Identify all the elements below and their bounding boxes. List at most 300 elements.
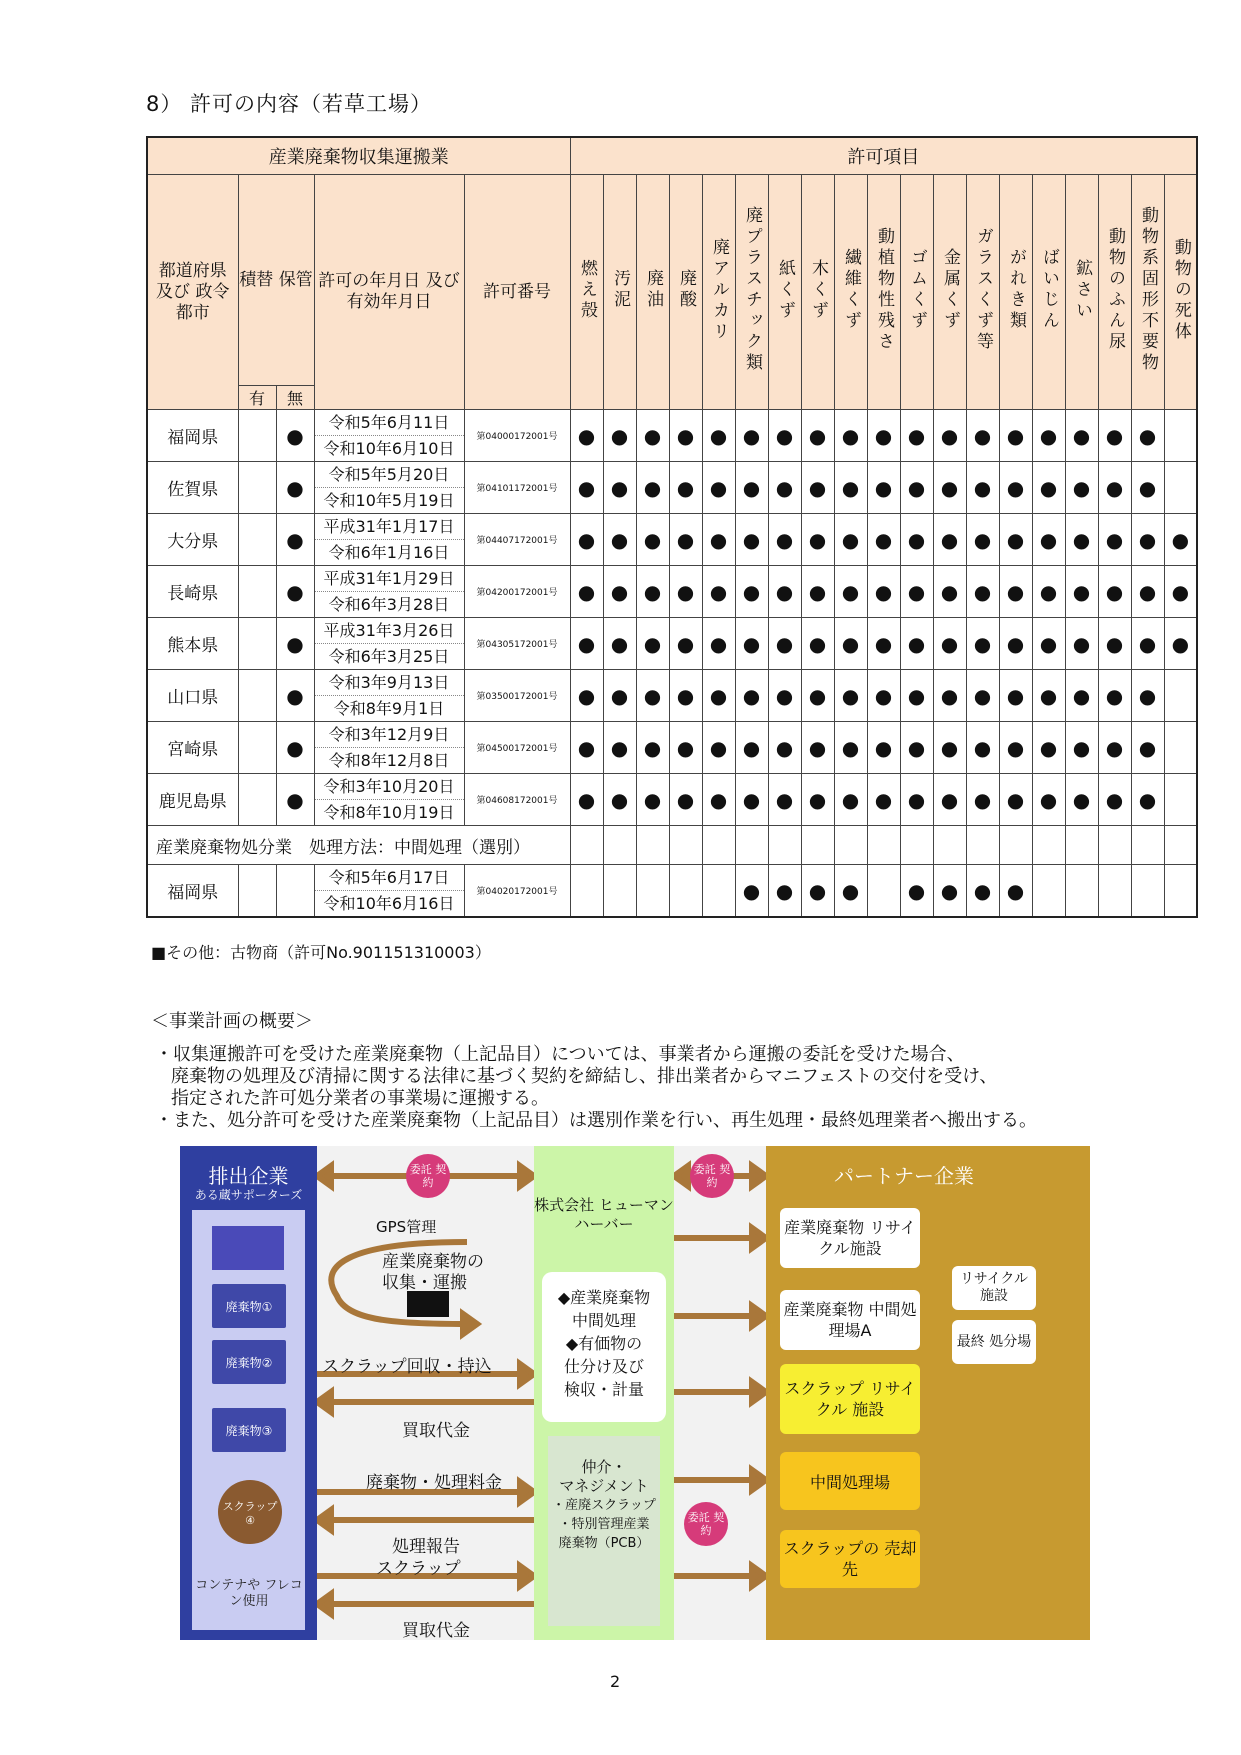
item-mark-cell: ●: [1065, 514, 1098, 566]
expiry-date: 令和6年3月25日: [328, 647, 450, 666]
item-mark-cell: ●: [636, 774, 669, 826]
date-cell: [314, 462, 464, 514]
permit-number-cell: 第03500172001号: [464, 670, 570, 722]
item-mark-cell: ●: [702, 566, 735, 618]
other-permit: ■その他：古物商（許可No.901151310003）: [151, 943, 491, 962]
permit-date: 令和5年6月17日: [315, 865, 464, 891]
item-mark-cell: ●: [669, 566, 702, 618]
item-mark-cell: ●: [1032, 566, 1065, 618]
purchase2-label: 買取代金: [402, 1621, 470, 1640]
company-column: [534, 1146, 674, 1640]
item-mark-cell: ●: [1032, 514, 1065, 566]
item-mark-cell: ●: [966, 722, 999, 774]
item-mark-cell: ●: [636, 514, 669, 566]
expiry-date: 令和10年6月16日: [323, 894, 455, 913]
item-mark-cell: ●: [933, 670, 966, 722]
item-mark-cell: ●: [834, 410, 867, 462]
item-mark-cell: [1164, 410, 1197, 462]
partner-midplant: 中間処理場: [780, 1452, 920, 1510]
partner-mid: 産業廃棄物 中間処理場A: [780, 1290, 920, 1350]
item-mark-cell: [702, 826, 735, 865]
storage-no-cell: ●: [276, 670, 314, 722]
mid-line: ◆産業廃棄物: [557, 1288, 651, 1307]
item-mark-cell: ●: [999, 462, 1032, 514]
item-mark-cell: ●: [735, 722, 768, 774]
partner-sale: スクラップの 売却先: [780, 1530, 920, 1588]
item-mark-cell: ●: [768, 410, 801, 462]
storage-no-cell: ●: [276, 514, 314, 566]
item-mark-cell: ●: [669, 722, 702, 774]
item-mark-cell: ●: [603, 618, 636, 670]
expiry-date: 令和8年9月1日: [333, 699, 445, 718]
item-mark-cell: ●: [1098, 618, 1131, 670]
expiry-date: 令和6年1月16日: [328, 543, 450, 562]
item-mark-cell: ●: [801, 462, 834, 514]
item-mark-cell: [900, 826, 933, 865]
item-header: [1131, 175, 1164, 410]
broker-line: マネジメント: [559, 1477, 649, 1495]
expiry-date: 令和10年5月19日: [323, 491, 455, 510]
item-mark-cell: ●: [801, 410, 834, 462]
item-mark-cell: ●: [1098, 774, 1131, 826]
item-mark-cell: ●: [1032, 774, 1065, 826]
item-mark-cell: ●: [867, 410, 900, 462]
item-label: 動物のふん尿: [1105, 227, 1126, 353]
badge-contract-1: 委託 契約: [406, 1154, 450, 1198]
plan-line: 廃棄物の処理及び清掃に関する法律に基づく契約を締結し、排出業者からマニフェストの交付を受け、: [171, 1066, 998, 1087]
item-mark-cell: ●: [1164, 514, 1197, 566]
prefecture-cell: 福岡県: [147, 410, 238, 462]
item-mark-cell: ●: [933, 566, 966, 618]
item-header: [603, 175, 636, 410]
item-mark-cell: [669, 826, 702, 865]
item-mark-cell: [1164, 462, 1197, 514]
scrap4: スクラップ④: [218, 1480, 282, 1544]
item-mark-cell: ●: [900, 410, 933, 462]
permit-number-cell: 第04020172001号: [464, 865, 570, 918]
item-mark-cell: ●: [933, 722, 966, 774]
prefecture-cell: 長崎県: [147, 566, 238, 618]
item-mark-cell: ●: [636, 462, 669, 514]
col-yes: 有: [238, 386, 276, 410]
item-mark-cell: ●: [702, 462, 735, 514]
item-mark-cell: ●: [834, 462, 867, 514]
item-mark-cell: ●: [603, 410, 636, 462]
item-mark-cell: ●: [801, 566, 834, 618]
permit-date: 令和5年6月11日: [315, 410, 464, 436]
broker-box: [548, 1436, 660, 1626]
item-mark-cell: ●: [834, 618, 867, 670]
item-header: [933, 175, 966, 410]
storage-no-cell: ●: [276, 618, 314, 670]
item-mark-cell: ●: [1032, 722, 1065, 774]
item-mark-cell: ●: [1131, 566, 1164, 618]
item-mark-cell: [1164, 774, 1197, 826]
item-mark-cell: [1065, 826, 1098, 865]
item-mark-cell: ●: [702, 722, 735, 774]
item-mark-cell: [1032, 865, 1065, 918]
item-mark-cell: ●: [867, 722, 900, 774]
item-mark-cell: ●: [900, 774, 933, 826]
item-mark-cell: [1032, 826, 1065, 865]
item-label: 汚泥: [610, 269, 631, 311]
item-mark-cell: [1164, 670, 1197, 722]
broker-line: ・産廃スクラップ: [552, 1498, 656, 1513]
item-mark-cell: [570, 865, 603, 918]
gps-label: GPS管理: [376, 1218, 437, 1236]
item-mark-cell: ●: [999, 618, 1032, 670]
storage-yes-cell: [238, 514, 276, 566]
table-row: [147, 566, 1197, 618]
plan-line: ・収集運搬許可を受けた産業廃棄物（上記品目）については、事業者から運搬の委託を受けた場合、: [155, 1044, 965, 1065]
item-mark-cell: [966, 826, 999, 865]
storage-no-cell: ●: [276, 566, 314, 618]
item-mark-cell: ●: [768, 514, 801, 566]
plan-heading: ＜事業計画の概要＞: [151, 1011, 313, 1032]
item-label: ゴムくず: [907, 248, 928, 332]
item-label: 鉱さい: [1072, 258, 1093, 322]
storage-yes-cell: [238, 774, 276, 826]
header-collection: 産業廃棄物収集運搬業: [147, 137, 570, 175]
table-row: [147, 462, 1197, 514]
item-mark-cell: ●: [570, 670, 603, 722]
permit-date: 令和3年12月9日: [315, 722, 464, 748]
item-mark-cell: ●: [735, 462, 768, 514]
item-mark-cell: ●: [603, 774, 636, 826]
storage-no-cell: ●: [276, 462, 314, 514]
item-mark-cell: ●: [768, 722, 801, 774]
item-header: [999, 175, 1032, 410]
emitter-column: [180, 1146, 317, 1640]
item-mark-cell: [867, 826, 900, 865]
item-mark-cell: [1131, 865, 1164, 918]
item-header: [966, 175, 999, 410]
item-mark-cell: ●: [1131, 462, 1164, 514]
item-header: [702, 175, 735, 410]
collect-label: 産業廃棄物の 収集・運搬: [382, 1252, 484, 1293]
item-mark-cell: ●: [966, 618, 999, 670]
item-mark-cell: ●: [1131, 410, 1164, 462]
item-mark-cell: [933, 826, 966, 865]
storage-yes-cell: [238, 670, 276, 722]
plan-line: ・また、処分許可を受けた産業廃棄物（上記品目）は選別作業を行い、再生処理・最終処理業者へ搬出する。: [155, 1110, 1037, 1131]
permit-number-cell: 第04500172001号: [464, 722, 570, 774]
table-row: [147, 618, 1197, 670]
storage-yes-cell: [238, 618, 276, 670]
item-header: [735, 175, 768, 410]
table-row: [147, 774, 1197, 826]
item-mark-cell: ●: [702, 618, 735, 670]
item-mark-cell: [636, 826, 669, 865]
item-mark-cell: ●: [570, 514, 603, 566]
item-mark-cell: ●: [1065, 410, 1098, 462]
item-mark-cell: ●: [735, 774, 768, 826]
col-storage: 積替 保管: [238, 175, 314, 386]
expiry-date: 令和10年6月10日: [323, 439, 455, 458]
item-mark-cell: ●: [900, 670, 933, 722]
item-mark-cell: ●: [702, 410, 735, 462]
date-cell: [314, 566, 464, 618]
item-mark-cell: ●: [1131, 670, 1164, 722]
prefecture-cell: 山口県: [147, 670, 238, 722]
item-mark-cell: ●: [933, 865, 966, 918]
item-mark-cell: ●: [603, 462, 636, 514]
item-header: [867, 175, 900, 410]
prefecture-cell: 福岡県: [147, 865, 238, 918]
permit-number-cell: 第04101172001号: [464, 462, 570, 514]
item-header: [834, 175, 867, 410]
item-mark-cell: ●: [570, 410, 603, 462]
prefecture-cell: 熊本県: [147, 618, 238, 670]
item-mark-cell: ●: [1098, 566, 1131, 618]
item-mark-cell: ●: [867, 514, 900, 566]
item-mark-cell: ●: [834, 722, 867, 774]
item-mark-cell: [570, 826, 603, 865]
item-mark-cell: ●: [999, 566, 1032, 618]
item-mark-cell: ●: [603, 722, 636, 774]
truck-icon: [407, 1291, 449, 1317]
item-mark-cell: ●: [1065, 618, 1098, 670]
item-mark-cell: ●: [768, 566, 801, 618]
item-mark-cell: ●: [801, 865, 834, 918]
waste2: 廃棄物②: [212, 1340, 286, 1384]
mid-line: 検収・計量: [563, 1380, 644, 1399]
item-mark-cell: ●: [1131, 774, 1164, 826]
expiry-date: 令和8年10月19日: [323, 803, 455, 822]
page-number: 2: [610, 1672, 621, 1691]
item-header: [1098, 175, 1131, 410]
item-mark-cell: [603, 826, 636, 865]
storage-no-cell: [276, 865, 314, 918]
item-mark-cell: [669, 865, 702, 918]
plan-line: 指定された許可処分業者の事業場に運搬する。: [171, 1088, 549, 1109]
waste3: 廃棄物③: [212, 1408, 286, 1452]
partner-scrap-recycle: スクラップ リサイクル 施設: [780, 1364, 920, 1434]
item-header: [636, 175, 669, 410]
item-mark-cell: ●: [1098, 514, 1131, 566]
item-mark-cell: ●: [768, 865, 801, 918]
item-mark-cell: ●: [966, 670, 999, 722]
process-label-row: [147, 826, 1197, 865]
item-mark-cell: ●: [867, 670, 900, 722]
broker-line: ・特別管理産業: [558, 1517, 650, 1532]
item-label: 紙くず: [775, 258, 796, 322]
prefecture-cell: 佐賀県: [147, 462, 238, 514]
factory-icon: [212, 1226, 284, 1270]
item-label: 動物の死体: [1170, 237, 1191, 343]
container-note: コンテナや フレコン使用: [195, 1578, 303, 1609]
process-label: 産業廃棄物処分業 処理方法：中間処理（選別）: [147, 826, 570, 865]
table-row: [147, 865, 1197, 918]
scrap-collect-label: スクラップ回収・持込: [322, 1357, 492, 1377]
item-mark-cell: ●: [1164, 618, 1197, 670]
item-mark-cell: [735, 826, 768, 865]
storage-no-cell: ●: [276, 774, 314, 826]
item-mark-cell: ●: [900, 514, 933, 566]
item-mark-cell: [1098, 865, 1131, 918]
prefecture-cell: 鹿児島県: [147, 774, 238, 826]
item-mark-cell: ●: [735, 410, 768, 462]
item-mark-cell: ●: [867, 618, 900, 670]
item-label: 繊維くず: [841, 248, 862, 332]
item-mark-cell: ●: [801, 722, 834, 774]
date-cell: [314, 774, 464, 826]
col-no: 無: [276, 386, 314, 410]
item-mark-cell: ●: [1098, 462, 1131, 514]
item-mark-cell: ●: [570, 722, 603, 774]
item-mark-cell: ●: [636, 618, 669, 670]
item-mark-cell: ●: [801, 670, 834, 722]
item-mark-cell: ●: [702, 670, 735, 722]
permit-date: 令和3年9月13日: [315, 670, 464, 696]
mid-line: ◆有価物の: [565, 1334, 643, 1353]
expiry-date: 令和6年3月28日: [328, 595, 450, 614]
permit-number-cell: 第04200172001号: [464, 566, 570, 618]
item-mark-cell: [867, 865, 900, 918]
item-header: [768, 175, 801, 410]
item-mark-cell: ●: [570, 618, 603, 670]
item-label: 廃アルカリ: [709, 237, 730, 343]
header-items: 許可項目: [570, 137, 1197, 175]
item-mark-cell: ●: [1065, 566, 1098, 618]
emitter-sub: ある蔵サポーターズ: [194, 1188, 303, 1202]
prefecture-cell: 宮崎県: [147, 722, 238, 774]
item-mark-cell: ●: [768, 462, 801, 514]
col-date: 許可の年月日 及び 有効年月日: [314, 175, 464, 410]
item-mark-cell: [801, 826, 834, 865]
item-mark-cell: ●: [900, 618, 933, 670]
item-mark-cell: [1164, 826, 1197, 865]
item-mark-cell: ●: [1065, 774, 1098, 826]
item-mark-cell: [1164, 865, 1197, 918]
item-mark-cell: ●: [933, 514, 966, 566]
item-mark-cell: ●: [999, 670, 1032, 722]
item-mark-cell: ●: [900, 462, 933, 514]
item-mark-cell: [999, 826, 1032, 865]
item-mark-cell: ●: [735, 670, 768, 722]
permit-number-cell: 第04000172001号: [464, 410, 570, 462]
item-mark-cell: ●: [669, 618, 702, 670]
item-label: 廃油: [643, 269, 664, 311]
permit-date: 令和3年10月20日: [315, 774, 464, 800]
item-mark-cell: ●: [735, 566, 768, 618]
item-mark-cell: ●: [702, 774, 735, 826]
badge-contract-3: 委託 契約: [684, 1502, 728, 1546]
permit-date: 平成31年1月17日: [315, 514, 464, 540]
item-mark-cell: ●: [1032, 410, 1065, 462]
item-label: ガラスくず等: [973, 227, 994, 353]
date-cell: [314, 670, 464, 722]
storage-yes-cell: [238, 410, 276, 462]
item-mark-cell: ●: [900, 865, 933, 918]
prefecture-cell: 大分県: [147, 514, 238, 566]
item-mark-cell: ●: [867, 774, 900, 826]
item-mark-cell: ●: [900, 722, 933, 774]
item-mark-cell: ●: [1098, 410, 1131, 462]
item-header: [1065, 175, 1098, 410]
date-cell: [314, 865, 464, 918]
item-mark-cell: [1065, 865, 1098, 918]
item-mark-cell: ●: [636, 566, 669, 618]
item-mark-cell: ●: [999, 514, 1032, 566]
item-mark-cell: ●: [669, 462, 702, 514]
permit-number-cell: 第04608172001号: [464, 774, 570, 826]
date-cell: [314, 618, 464, 670]
table-row: [147, 514, 1197, 566]
report-label: 処理報告: [392, 1537, 460, 1557]
item-label: がれき類: [1006, 248, 1027, 332]
item-header: [669, 175, 702, 410]
item-mark-cell: ●: [933, 618, 966, 670]
date-cell: [314, 514, 464, 566]
item-label: 金属くず: [940, 248, 961, 332]
item-mark-cell: ●: [801, 514, 834, 566]
table-row: [147, 410, 1197, 462]
item-mark-cell: [603, 865, 636, 918]
item-mark-cell: [768, 826, 801, 865]
item-mark-cell: ●: [999, 722, 1032, 774]
item-mark-cell: ●: [1065, 462, 1098, 514]
item-mark-cell: [1164, 722, 1197, 774]
item-mark-cell: ●: [834, 566, 867, 618]
partner-final: 最終 処分場: [952, 1320, 1036, 1364]
item-mark-cell: ●: [603, 566, 636, 618]
item-mark-cell: ●: [669, 774, 702, 826]
item-mark-cell: ●: [834, 865, 867, 918]
item-mark-cell: ●: [735, 865, 768, 918]
item-mark-cell: ●: [801, 618, 834, 670]
item-mark-cell: ●: [636, 670, 669, 722]
item-mark-cell: ●: [735, 618, 768, 670]
item-label: ばいじん: [1039, 248, 1060, 332]
item-mark-cell: ●: [867, 566, 900, 618]
item-mark-cell: ●: [570, 462, 603, 514]
item-mark-cell: ●: [1032, 462, 1065, 514]
item-mark-cell: ●: [1098, 670, 1131, 722]
permit-number-cell: 第04305172001号: [464, 618, 570, 670]
item-mark-cell: ●: [867, 462, 900, 514]
item-mark-cell: [636, 865, 669, 918]
item-mark-cell: [1098, 826, 1131, 865]
item-mark-cell: ●: [834, 670, 867, 722]
plan-text: [155, 1044, 1195, 1132]
partner-column: [766, 1146, 1090, 1640]
partner-recycle2: リサイクル 施設: [952, 1266, 1036, 1310]
item-mark-cell: ●: [1098, 722, 1131, 774]
right-arrows: [674, 1146, 766, 1640]
storage-yes-cell: [238, 722, 276, 774]
item-mark-cell: ●: [933, 774, 966, 826]
item-mark-cell: ●: [834, 774, 867, 826]
item-mark-cell: ●: [603, 670, 636, 722]
permit-date: 平成31年3月26日: [315, 618, 464, 644]
company-name: 株式会社 ヒューマンハーバー: [534, 1196, 674, 1233]
col-prefecture: 都道府県 及び 政令都市: [147, 175, 238, 410]
permit-table: [146, 136, 1198, 918]
item-mark-cell: ●: [900, 566, 933, 618]
item-label: 動物系固形不要物: [1138, 206, 1159, 374]
item-header: [570, 175, 603, 410]
item-mark-cell: ●: [801, 774, 834, 826]
broker-line: 廃棄物（PCB）: [558, 1536, 650, 1551]
item-mark-cell: [1131, 826, 1164, 865]
item-label: 燃え殻: [577, 258, 598, 322]
item-mark-cell: ●: [1065, 722, 1098, 774]
col-number: 許可番号: [464, 175, 570, 410]
item-mark-cell: ●: [768, 618, 801, 670]
item-mark-cell: ●: [999, 865, 1032, 918]
item-mark-cell: ●: [966, 774, 999, 826]
